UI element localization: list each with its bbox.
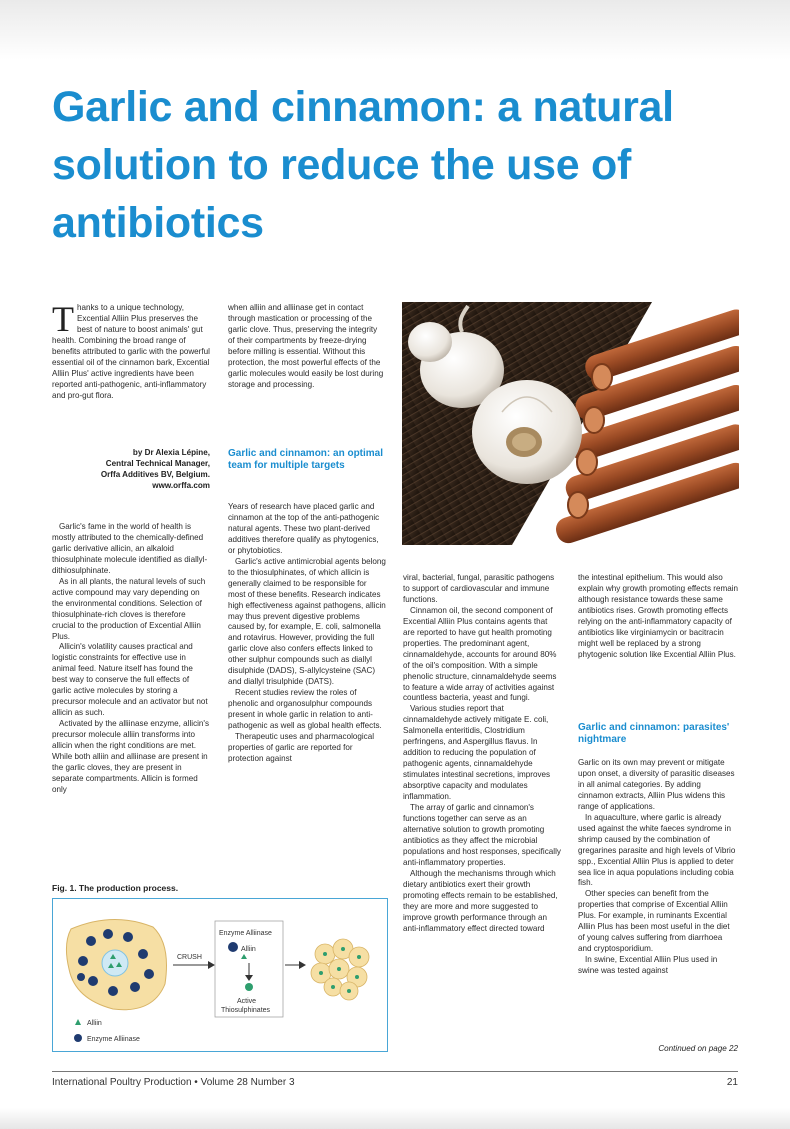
page-number: 21 [726,1077,738,1088]
vacuole [102,950,128,976]
active-icon [245,983,253,991]
byline-website: www.orffa.com [152,481,210,490]
paragraph: Other species can benefit from the properties that comprise of Excential Alliin Plus. For example, in ruminants Excential Alliin Plus has been most useful in the diet of young calves suffering from diarrhoea and cryptosporidium. [578,889,730,954]
byline [52,447,210,491]
legend-alliin-label: Alliin [87,1020,102,1027]
legend-enzyme-label: Enzyme Alliinase [87,1036,140,1043]
paragraph: the intestinal epithelium. This would also explain why growth promoting effects remain although resistance towards these same antibiotics rises. Growth promoting effects relying on the anti-inflammatory capacity of antibiotics like virginiamycin or bacitracin might well be replaced by a strong phytogenic solution like Excential Alliin Plus. [578,573,739,659]
intro-paragraph [52,299,210,402]
paragraph: In aquaculture, where garlic is already used against the white faeces syndrome in shrimp caused by the combination of gregarines parasite and high levels of Vibrio spp., Excential Alliin Plus is applied to deter sea lice in aqua populations including cobia fish. [578,812,736,888]
enzyme-alliinase-label: Enzyme Alliinase [219,930,272,937]
subhead-parasites: Garlic and cinnamon: parasites' nightmare [578,722,730,745]
figure-caption: Fig. 1. The production process. [52,883,179,893]
paragraph: Garlic on its own may prevent or mitigate upon onset, a diversity of parasitic diseases in all animal categories. By adding cinnamon extracts, Alliin Plus widens this range of applications. [578,758,735,811]
paragraph: Garlic's fame in the world of health is mostly attributed to the chemically-defined garlic derivative allicin, an alkaloid thiosulphinate molecule identified as diallyl-dithiosulphinate. [52,522,208,575]
intro-text: hanks to a unique technology, Excential Alliin Plus preserves the best of nature to boost animals' gut health. Combining the broad range of benefits attributed to garlic with the powerful essential oil of the cinnamon bark, Excential Alliin Plus' active ingredients have been reported anti-pathogenic, anti-inflammatory and pro-gut flora. [52,303,210,400]
column-3 [403,573,561,934]
paragraph: Allicin's volatility causes practical and logistic constraints for effective use in animal feed. Nature itself has found the best way to conserve the full effects of garlic active molecules by storing a precursor molecule and an activator but not allicin as such. [52,642,208,718]
subhead-optimal-team: Garlic and cinnamon: an optimal team for multiple targets [228,448,384,471]
active-label-1: Active [237,998,257,1005]
legend-enzyme-icon [74,1034,82,1042]
column-4 [578,573,738,661]
article-title: Garlic and cinnamon: a natural solution to reduce the use of antibiotics [52,83,674,247]
paragraph: when alliin and alliinase get in contact through mastication or processing of the garlic clove. Thus, preserving the integrity of their compartments by freeze-drying before milling is essential. Without this protection, the most powerful effects of the garlic molecules would easily be lost during storage and processing. [228,303,384,389]
production-process-figure [52,898,388,1052]
paragraph: Although the mechanisms through which dietary antibiotics exert their growth promoting effects remain to be established, they are more and more suggested to improve growth performance through an anti-inflammatory effect directed toward [403,868,558,933]
garlic-cinnamon-photo [402,302,739,545]
paragraph: As in all plants, the natural levels of such active compound may vary depending on the environmental conditions. Selection of thiosulphinate-rich cloves is therefore crucial to the production of Excential Alliin Plus. [52,576,206,641]
paragraph: Recent studies review the roles of phenolic and organosulphur compounds present in whole garlic in relation to anti-pathogenic as well as global health effects. [228,688,382,731]
legend-alliin-icon [75,1019,81,1025]
paragraph: Therapeutic uses and pharmacological properties of garlic are reported for protection against [228,732,375,763]
publication-info: International Poultry Production • Volume 28 Number 3 [52,1077,295,1088]
active-label-2: Thiosulphinates [221,1007,271,1014]
alliin-label: Alliin [241,946,256,953]
paragraph: The array of garlic and cinnamon's functions together can serve as an alternative solution to growth promoting antibiotics as they affect the microbial populations and host responses, specifically anti-inflammatory properties. [403,803,561,867]
drop-cap: T [52,299,74,339]
paragraph: Garlic's active antimicrobial agents belong to the thiosulphinates, of which allicin is generally claimed to be responsible for most of these benefits. Research indicates high effectiveness against pathogens, allicin may thus prevent digestive problems caused by, for example, E. coli, salmonella and rotavirus. However, providing the full garlic clove also confers effects linked to other sulphur compounds such as diallyl disulphide (DADS), S-allylcysteine (SAC) and diallyl trisulphide (DATS). [228,556,386,687]
byline-company: Orffa Additives BV, Belgium. [100,470,210,479]
paragraph: Cinnamon oil, the second component of Excential Alliin Plus contains agents that are reported to have gut health promoting properties. The predominant agent, cinnamaldehyde, accounts for around 80% of the oil's composition. With a simple phenolic structure, cinnamaldehyde seems to feature a wide array of activities against countless bacteria, yeast and fungi. [403,605,557,703]
column-1 [52,522,210,796]
paragraph: Various studies report that cinnamaldehyde actively mitigate E. coli, Salmonella enteritidis, Clostridium perfringens, and Aspergillus flavus. In addition to reducing the population of pathogenic agents, cinnamaldehyde stimulates intestinal secretions, improves absorptive capacity and modulates inflammation. [403,704,551,802]
paragraph: In swine, Excential Alliin Plus used in swine was tested against [578,955,718,976]
byline-author: by Dr Alexia Lépine, [132,448,210,457]
continued-note: Continued on page 22 [658,1044,738,1053]
column-2-top [228,303,386,391]
paragraph: Activated by the alliinase enzyme, allicin's precursor molecule alliin transforms into allicin when the right conditions are met. While both alliin and alliinase are present in the garlic cloves, they are present in separate compartments. Allicin is formed only [52,719,210,794]
paragraph: viral, bacterial, fungal, parasitic pathogens to support of cardiovascular and immune functions. [403,573,555,604]
byline-role: Central Technical Manager, [105,459,210,468]
paragraph: Years of research have placed garlic and cinnamon at the top of the anti-pathogenic natural agents. These two plant-derived additives therefore qualify as phytogenics, or phytobiotics. [228,502,380,555]
column-4-bottom [578,758,738,977]
crush-label: CRUSH [177,954,202,961]
footer-rule [52,1071,738,1072]
enzyme-icon [228,942,238,952]
column-2 [228,502,386,765]
